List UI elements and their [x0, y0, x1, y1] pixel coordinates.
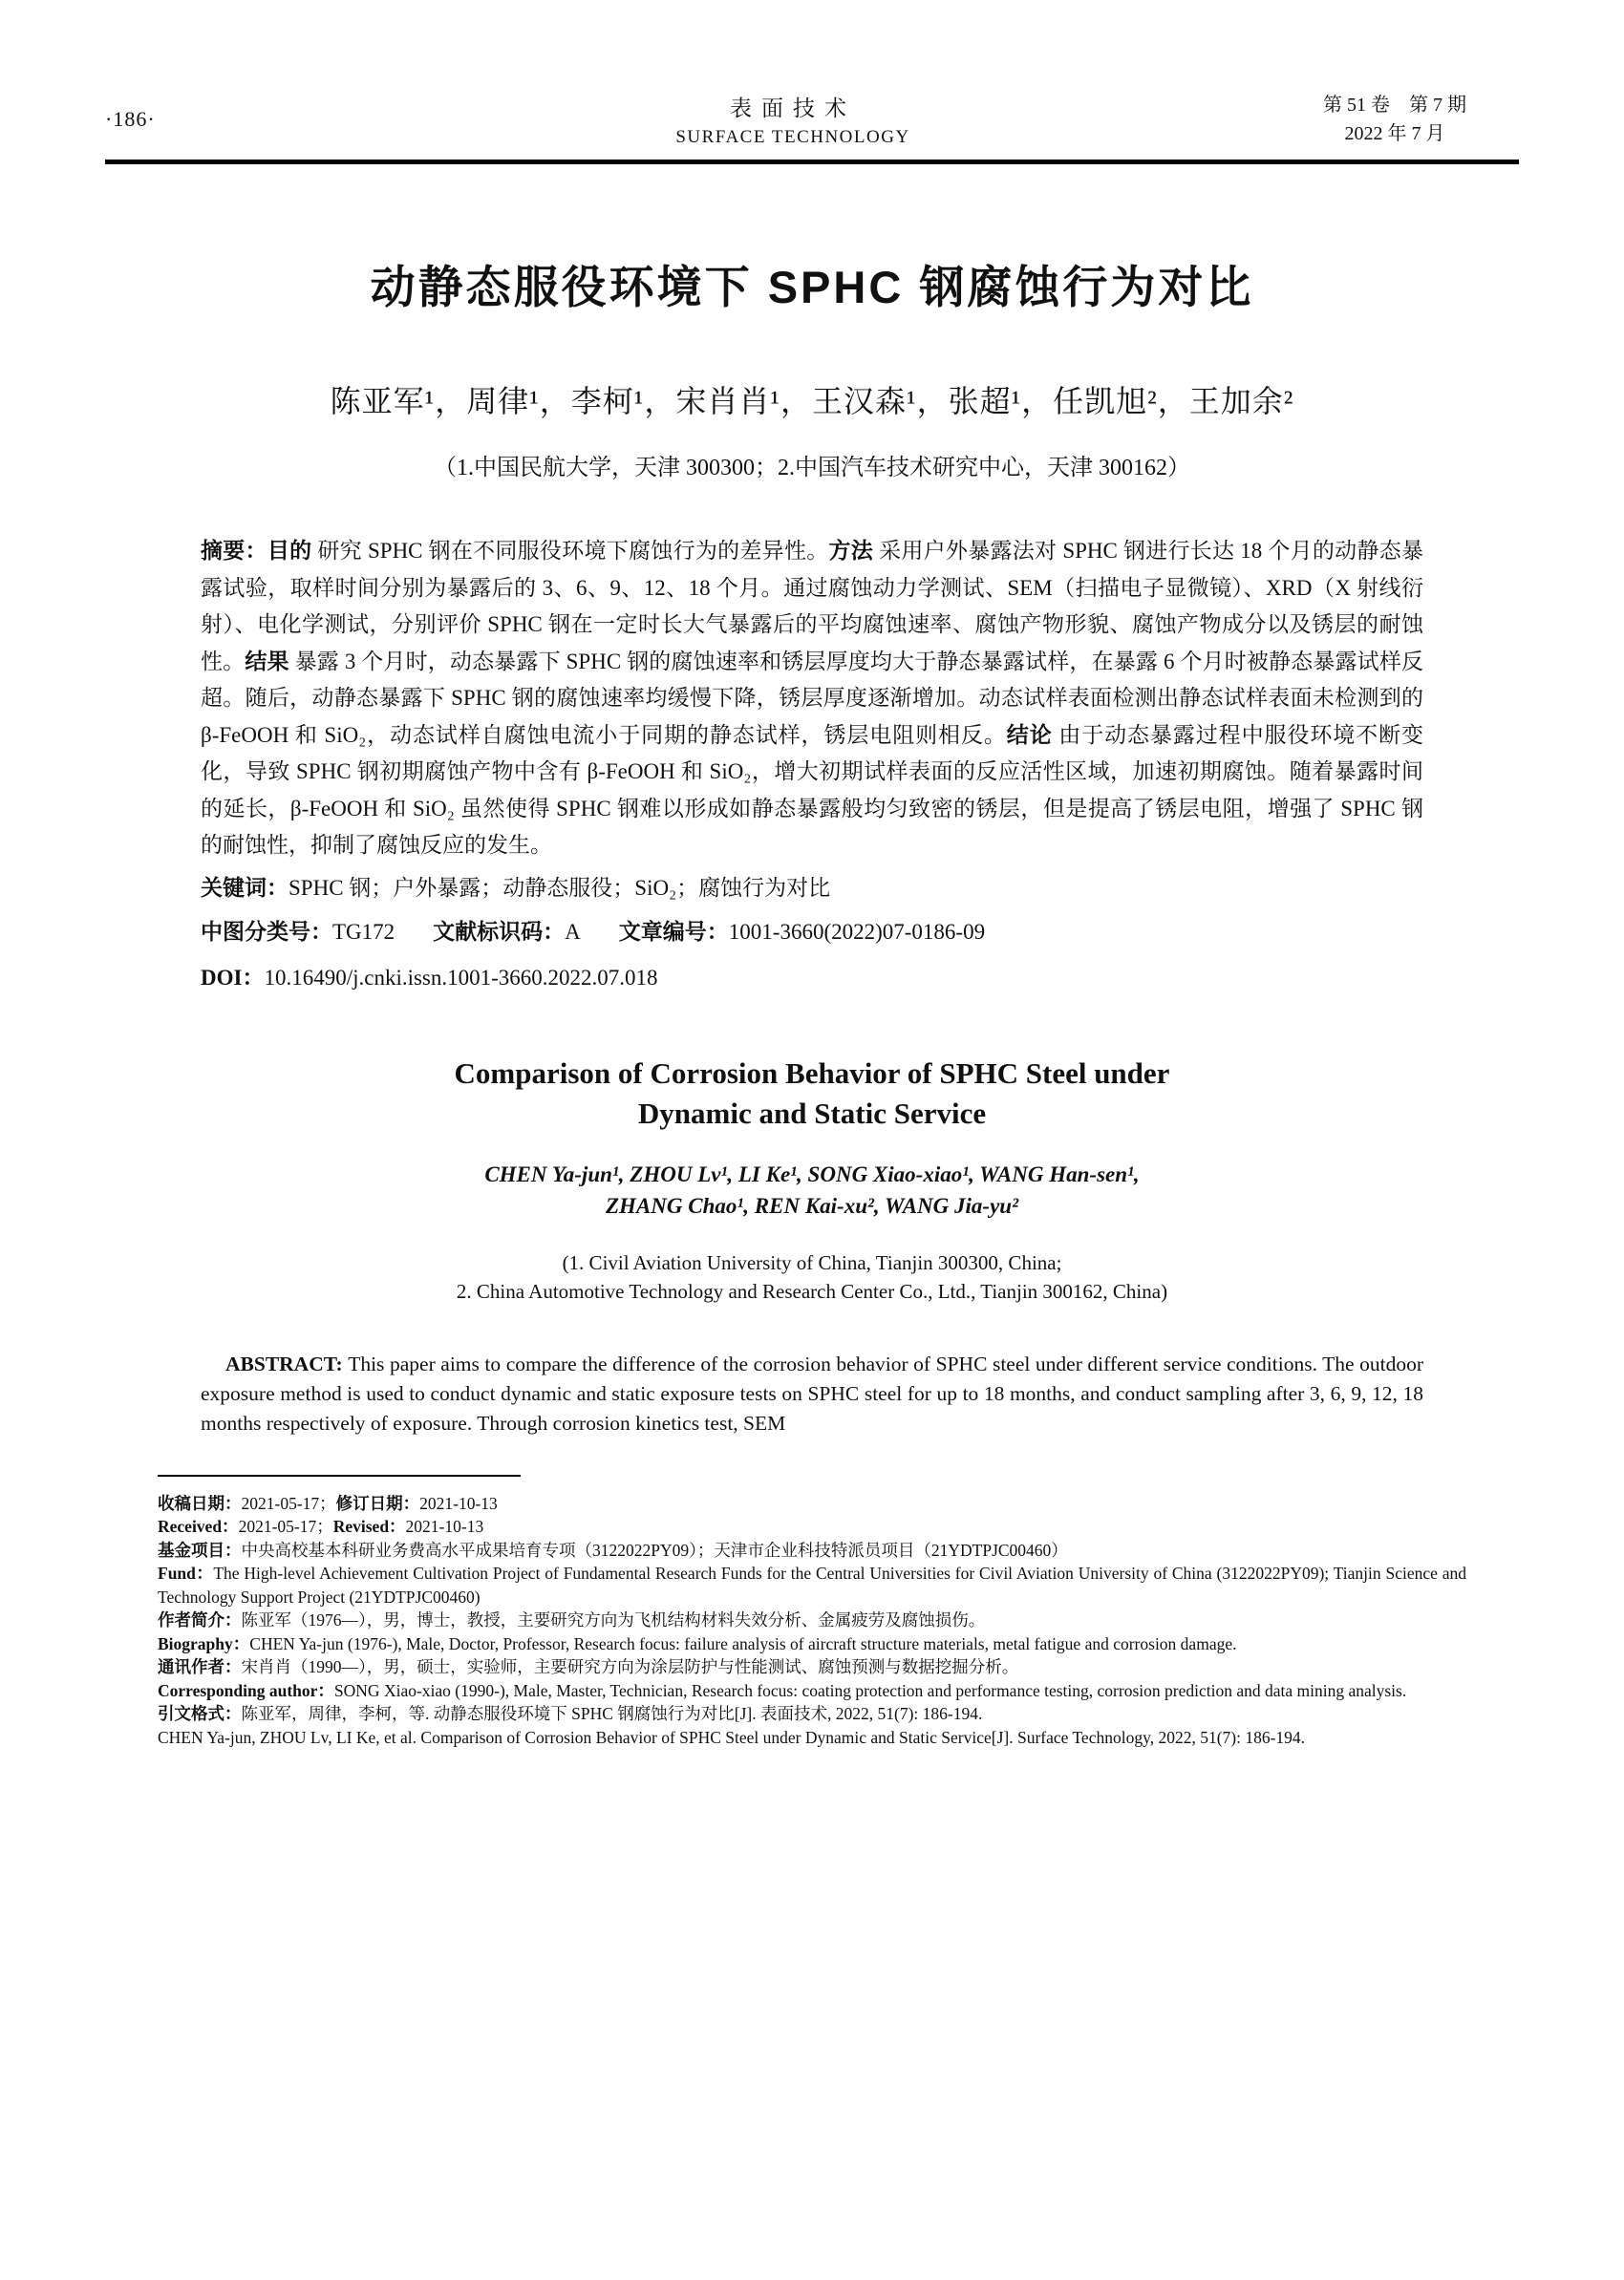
biography-text-en: CHEN Ya-jun (1976-), Male, Doctor, Professor, Research focus: failure analysis of aircraft structure materials, metal fatigue and corrosion damage.	[249, 1633, 1237, 1653]
abstract-en	[201, 1350, 1423, 1438]
doi-line	[201, 960, 1423, 996]
abstract-objective-text: 研究 SPHC 钢在不同服役环境下腐蚀行为的差异性。	[317, 539, 829, 563]
abstract-result-label: 结果	[245, 649, 295, 673]
revised-value-en: 2021-10-13	[405, 1517, 484, 1536]
article-id-value: 1001-3660(2022)07-0186-09	[728, 919, 986, 944]
keywords-label: 关键词：	[201, 875, 288, 900]
article-title-cn: 动静态服役环境下 SPHC 钢腐蚀行为对比	[370, 262, 1254, 312]
fund-text-cn: 中央高校基本科研业务费高水平成果培育专项（3122022PY09）；天津市企业科技特派员项目（21YDTPJC00460）	[241, 1540, 1068, 1560]
affiliation-en-line2: 2. China Automotive Technology and Research Center Co., Ltd., Tianjin 300162, China)	[456, 1279, 1168, 1303]
abstract-label-cn: 摘要：	[201, 539, 267, 563]
fund-label-cn: 基金项目：	[158, 1540, 242, 1560]
received-label-cn: 收稿日期：	[158, 1493, 242, 1513]
abstract-block-cn	[201, 533, 1423, 996]
footnote-area	[105, 1475, 1519, 1750]
citation-text-cn: 陈亚军，周律，李柯，等. 动静态服役环境下 SPHC 钢腐蚀行为对比[J]. 表面技术, 2022, 51(7): 186-194.	[241, 1704, 983, 1723]
doc-code-label: 文献标识码：	[433, 919, 566, 944]
page-number: ·186·	[105, 107, 156, 131]
article-id-label: 文章编号：	[618, 919, 729, 944]
doc-code-value: A	[565, 919, 581, 944]
received-value-en: 2021-05-17；	[238, 1517, 333, 1536]
journal-title-en: SURFACE TECHNOLOGY	[675, 127, 910, 147]
citation-line-cn	[158, 1702, 1466, 1726]
corresponding-label-en: Corresponding author：	[158, 1680, 334, 1700]
biography-line-en	[158, 1632, 1466, 1656]
fund-text-en: The High-level Achievement Cultivation Project of Fundamental Research Funds for the Central Universities for Civil Aviation University of China (3122022PY09); Tianjin Science and Technology Support Project (21YDTPJC00460)	[158, 1564, 1466, 1607]
received-line-en	[158, 1515, 1466, 1539]
abstract-cn	[201, 533, 1423, 864]
abstract-en-text: This paper aims to compare the difference of the corrosion behavior of SPHC steel under different service conditions. The outdoor exposure method is used to conduct dynamic and static exposure tests on SPHC steel for up to 18 months, and conduct sampling after 3, 6, 9, 12, 18 months respectively of exposure. Through corrosion kinetics test, SEM	[201, 1352, 1423, 1435]
citation-label-cn: 引文格式：	[158, 1704, 242, 1723]
biography-line-cn	[158, 1609, 1466, 1632]
article-title-en-line1: Comparison of Corrosion Behavior of SPHC Steel under	[454, 1055, 1170, 1090]
header-rule	[105, 160, 1519, 164]
corresponding-line-cn	[158, 1655, 1466, 1679]
volume-issue: 第 51 卷 第 7 期	[1323, 95, 1466, 116]
corresponding-text-en: SONG Xiao-xiao (1990-), Male, Master, Technician, Research focus: coating protection and performance testing, corrosion prediction and data mining analysis.	[333, 1680, 1407, 1700]
journal-title-cn: 表面技术	[730, 96, 856, 120]
abstract-result-text: 暴露 3 个月时，动态暴露下 SPHC 钢的腐蚀速率和锈层厚度均大于静态暴露试样，在暴露 6 个月时被静态暴露试样反超。随后，动静态暴露下 SPHC 钢的腐蚀速率均缓慢下降，锈层厚度逐渐增加。动态试样表面检测出静态试样表面未检测到的 β-FeOOH 和 SiO₂，动态试样自腐蚀电流小于同期的静态试样，锈层电阻则相反。	[201, 649, 1424, 747]
biography-label-cn: 作者简介：	[158, 1610, 242, 1630]
revised-value-cn: 2021-10-13	[419, 1493, 498, 1513]
received-label-en: Received：	[158, 1517, 239, 1536]
classification-line	[201, 914, 1423, 950]
abstract-method-label: 方法	[828, 539, 880, 563]
affiliation-cn: （1.中国民航大学，天津 300300；2.中国汽车技术研究中心，天津 300162）	[434, 456, 1190, 480]
citation-line-en	[158, 1726, 1466, 1750]
abstract-method-text: 采用户外暴露法对 SPHC 钢进行长达 18 个月的动静态暴露试验，取样时间分别为暴露后的 3、6、9、12、18 个月。通过腐蚀动力学测试、SEM（扫描电子显微镜）、XRD（X 射线衍射）、电化学测试，分别评价 SPHC 钢在一定时长大气暴露后的平均腐蚀速率、腐蚀产物形貌、腐蚀产物成分以及锈层的耐蚀性。	[201, 539, 1423, 673]
biography-text-cn: 陈亚军（1976—），男，博士，教授，主要研究方向为飞机结构材料失效分析、金属疲劳及腐蚀损伤。	[241, 1610, 986, 1630]
corresponding-text-cn: 宋肖肖（1990—），男，硕士，实验师，主要研究方向为涂层防护与性能测试、腐蚀预测与数据挖掘分析。	[241, 1657, 1019, 1676]
footnote-rule	[158, 1475, 521, 1477]
abstract-conclusion-text: 由于动态暴露过程中服役环境不断变化，导致 SPHC 钢初期腐蚀产物中含有 β-FeOOH 和 SiO₂，增大初期试样表面的反应活性区域，加速初期腐蚀。随着暴露时间的延长，β-FeOOH 和 SiO₂ 虽然使得 SPHC 钢难以形成如静态暴露般均匀致密的锈层，但是提高了锈层电阻，增强了 SPHC 钢的耐蚀性，抑制了腐蚀反应的发生。	[201, 722, 1424, 857]
clc-label: 中图分类号：	[201, 919, 332, 944]
authors-en-line1: CHEN Ya-jun¹, ZHOU Lv¹, LI Ke¹, SONG Xiao-xiao¹, WANG Han-sen¹,	[484, 1161, 1140, 1186]
citation-text-en: CHEN Ya-jun, ZHOU Lv, LI Ke, et al. Comparison of Corrosion Behavior of SPHC Steel under Dynamic and Static Service[J]. Surface Technology, 2022, 51(7): 186-194.	[158, 1727, 1306, 1747]
biography-label-en: Biography：	[158, 1633, 250, 1653]
revised-label-cn: 修订日期：	[335, 1493, 420, 1513]
revised-label-en: Revised：	[332, 1517, 406, 1536]
authors-en	[105, 1159, 1519, 1222]
corresponding-label-cn: 通讯作者：	[158, 1657, 242, 1676]
received-line-cn	[158, 1492, 1466, 1516]
issue-info	[1271, 91, 1519, 148]
authors-cn: 陈亚军¹，周律¹，李柯¹，宋肖肖¹，王汉森¹，张超¹，任凯旭²，王加余²	[330, 384, 1294, 418]
affiliation-en	[105, 1248, 1519, 1306]
issue-date: 2022 年 7 月	[1344, 123, 1445, 144]
fund-label-en: Fund：	[158, 1564, 214, 1583]
fund-line-en	[158, 1562, 1466, 1609]
journal-title-block	[315, 91, 1271, 148]
corresponding-line-en	[158, 1679, 1466, 1703]
article-title-en-line2: Dynamic and Static Service	[637, 1096, 987, 1130]
keywords-text: SPHC 钢；户外暴露；动静态服役；SiO₂；腐蚀行为对比	[288, 875, 831, 900]
keywords-line	[201, 870, 1423, 906]
article-title-en	[105, 1054, 1519, 1134]
abstract-conclusion-label: 结论	[1006, 722, 1059, 747]
fund-line-cn	[158, 1539, 1466, 1563]
doi-value: 10.16490/j.cnki.issn.1001-3660.2022.07.018	[264, 965, 658, 990]
page-header	[105, 91, 1519, 148]
affiliation-en-line1: (1. Civil Aviation University of China, Tianjin 300300, China;	[562, 1250, 1062, 1274]
abstract-objective-label: 目的	[267, 539, 318, 563]
clc-value: TG172	[332, 919, 395, 944]
received-value-cn: 2021-05-17；	[241, 1493, 336, 1513]
abstract-en-label: ABSTRACT:	[225, 1352, 349, 1375]
footnote-notes	[158, 1492, 1466, 1750]
doi-label: DOI：	[201, 965, 265, 990]
authors-en-line2: ZHANG Chao¹, REN Kai-xu², WANG Jia-yu²	[606, 1193, 1018, 1218]
